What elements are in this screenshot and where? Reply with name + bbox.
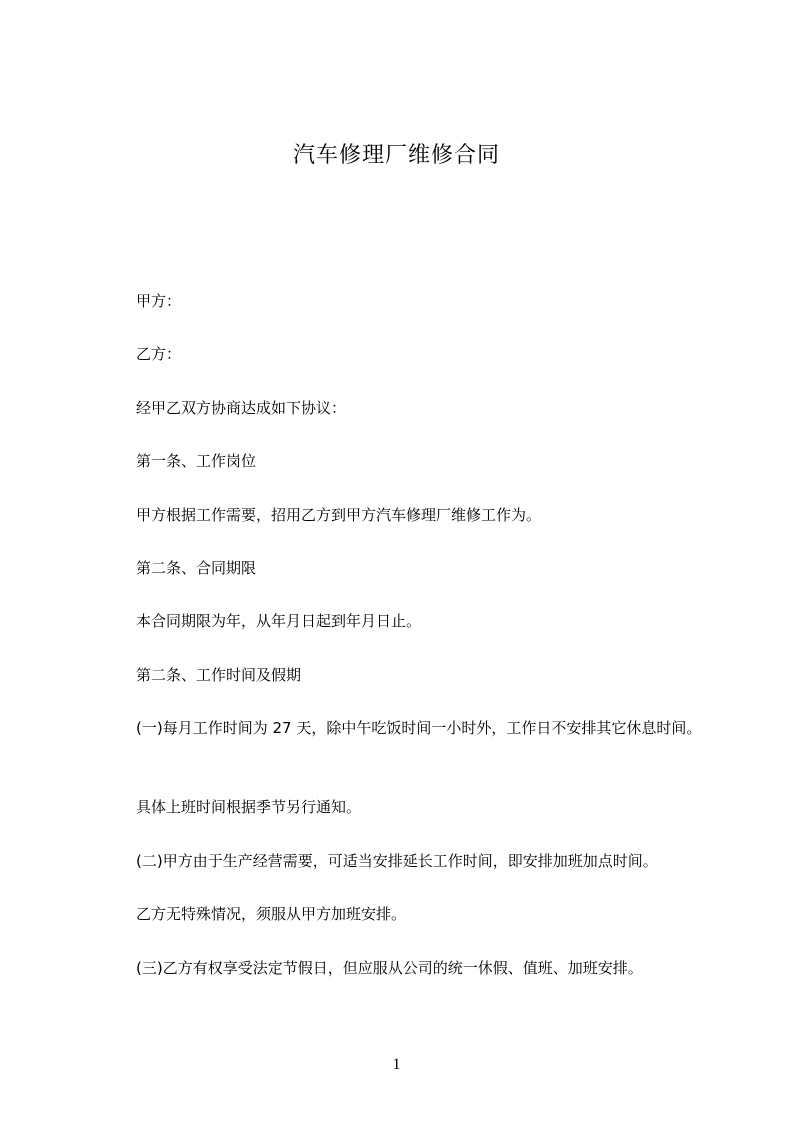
article-2-text: 本合同期限为年，从年月日起到年月日止。 xyxy=(136,612,422,630)
document-title: 汽车修理厂维修合同 xyxy=(292,143,500,168)
clause-2-text: (二)甲方由于生产经营需要，可适当安排延长工作时间，即安排加班加点时间。 xyxy=(136,852,658,870)
article-3-heading: 第二条、工作时间及假期 xyxy=(136,666,302,684)
article-1-text: 甲方根据工作需要，招用乙方到甲方汽车修理厂维修工作为。 xyxy=(136,506,542,524)
article-2-heading: 第二条、合同期限 xyxy=(136,559,257,577)
page-number: 1 xyxy=(392,1056,401,1073)
party-a-line: 甲方： xyxy=(136,292,182,310)
agreement-intro: 经甲乙双方协商达成如下协议： xyxy=(136,399,347,417)
party-b-line: 乙方： xyxy=(136,345,182,363)
clause-2-note: 乙方无特殊情况，须服从甲方加班安排。 xyxy=(136,905,407,923)
clause-1-text: (一)每月工作时间为 27 天，除中午吃饭时间一小时外，工作日不安排其它休息时间。 xyxy=(136,719,702,737)
article-1-heading: 第一条、工作岗位 xyxy=(136,452,257,470)
clause-3-text: (三)乙方有权享受法定节假日，但应服从公司的统一休假、值班、加班安排。 xyxy=(136,959,643,977)
clause-1-note: 具体上班时间根据季节另行通知。 xyxy=(136,798,362,816)
